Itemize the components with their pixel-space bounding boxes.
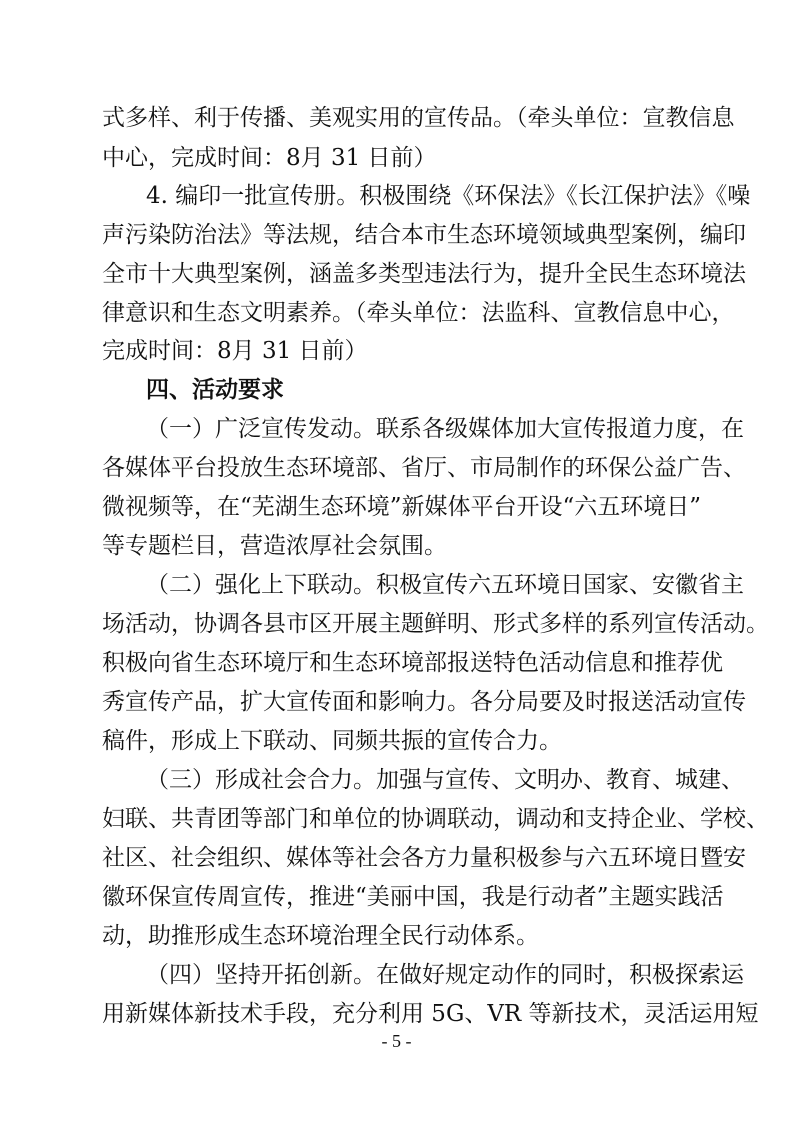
text-line: 等专题栏目，营造浓厚社会氛围。 (102, 533, 447, 559)
text-line: 场活动，协调各县市区开展主题鲜明、形式多样的系列宣传活动。 (102, 611, 769, 637)
text-line: 律意识和生态文明素养。（牵头单位：法监科、宣教信息中心， (102, 300, 735, 326)
text-line: 完成时间：8月 31 日前） (102, 338, 368, 364)
text-line: （二）强化上下联动。积极宣传六五环境日国家、安徽省主 (146, 572, 744, 598)
text-line: 中心，完成时间：8月 31 日前） (102, 145, 437, 171)
text-line: 稿件，形成上下联动、同频共振的宣传合力。 (102, 728, 562, 754)
text-line: 全市十大典型案例，涵盖多类型违法行为，提升全民生态环境法 (102, 261, 746, 287)
section-heading: 四、活动要求 (146, 377, 284, 403)
text-line: 式多样、利于传播、美观实用的宣传品。（牵头单位：宣教信息 (102, 105, 735, 131)
text-line: 积极向省生态环境厅和生态环境部报送特色活动信息和推荐优 (102, 650, 723, 676)
text-line: （三）形成社会合力。加强与宣传、文明办、教育、城建、 (146, 767, 744, 793)
text-line: 徽环保宣传周宣传，推进“美丽中国，我是行动者”主题实践活 (102, 884, 724, 910)
text-line: 各媒体平台投放生态环境部、省厅、市局制作的环保公益广告、 (102, 455, 746, 481)
page-number: - 5 - (381, 1031, 412, 1051)
text-line: 4. 编印一批宣传册。积极围绕《环保法》《长江保护法》《噪 (146, 183, 751, 209)
text-line: 动，助推形成生态环境治理全民行动体系。 (102, 923, 539, 949)
text-line: （一）广泛宣传发动。联系各级媒体加大宣传报道力度，在 (146, 416, 744, 442)
text-line: 秀宣传产品，扩大宣传面和影响力。各分局要及时报送活动宣传 (102, 689, 746, 715)
text-line: 用新媒体新技术手段，充分利用 5G、VR 等新技术，灵活运用短 (102, 1001, 759, 1027)
text-line: 社区、社会组织、媒体等社会各方力量积极参与六五环境日暨安 (102, 845, 746, 871)
text-line: 声污染防治法》等法规，结合本市生态环境领域典型案例，编印 (102, 222, 746, 248)
text-line: （四）坚持开拓创新。在做好规定动作的同时，积极探索运 (146, 962, 744, 988)
text-line: 微视频等，在“芜湖生态环境”新媒体平台开设“六五环境日” (102, 494, 702, 520)
text-line: 妇联、共青团等部门和单位的协调联动，调动和支持企业、学校、 (102, 806, 769, 832)
